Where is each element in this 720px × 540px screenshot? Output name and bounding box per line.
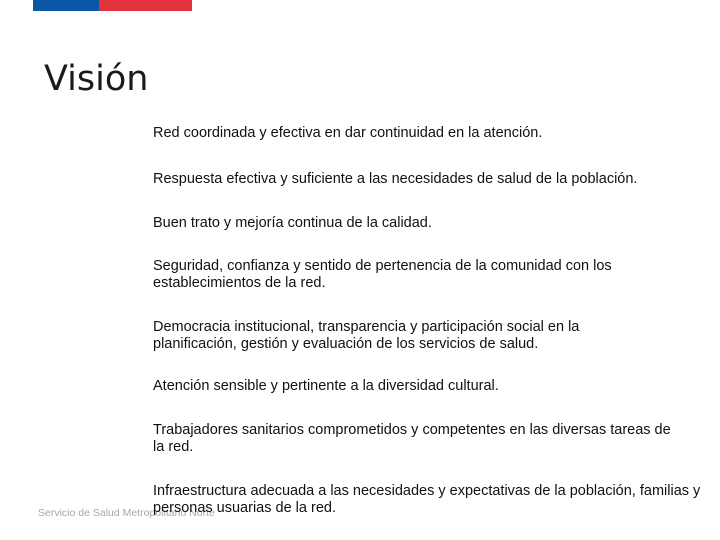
list-item: Democracia institucional, transparencia y participación social en la planificación, gestión y evaluación de los servicios de salud. xyxy=(153,319,580,352)
list-item: Red coordinada y efectiva en dar continuidad en la atención. xyxy=(153,125,543,141)
list-item: Infraestructura adecuada a las necesidades y expectativas de la población, familias y personas usuarias de la red. xyxy=(153,483,701,516)
flag-bar xyxy=(33,0,192,11)
flag-red-stripe xyxy=(99,0,192,11)
list-item: Seguridad, confianza y sentido de pertenencia de la comunidad con los establecimientos de la red. xyxy=(153,258,612,291)
list-item: Trabajadores sanitarios comprometidos y competentes en las diversas tareas de la red. xyxy=(153,422,671,455)
flag-blue-stripe xyxy=(33,0,99,11)
list-item: Buen trato y mejoría continua de la calidad. xyxy=(153,215,432,231)
page-title: Visión xyxy=(44,59,149,99)
list-item: Atención sensible y pertinente a la diversidad cultural. xyxy=(153,378,499,394)
list-item: Respuesta efectiva y suficiente a las necesidades de salud de la población. xyxy=(153,171,638,187)
footer-text: Servicio de Salud Metropolitano Norte xyxy=(38,507,215,519)
